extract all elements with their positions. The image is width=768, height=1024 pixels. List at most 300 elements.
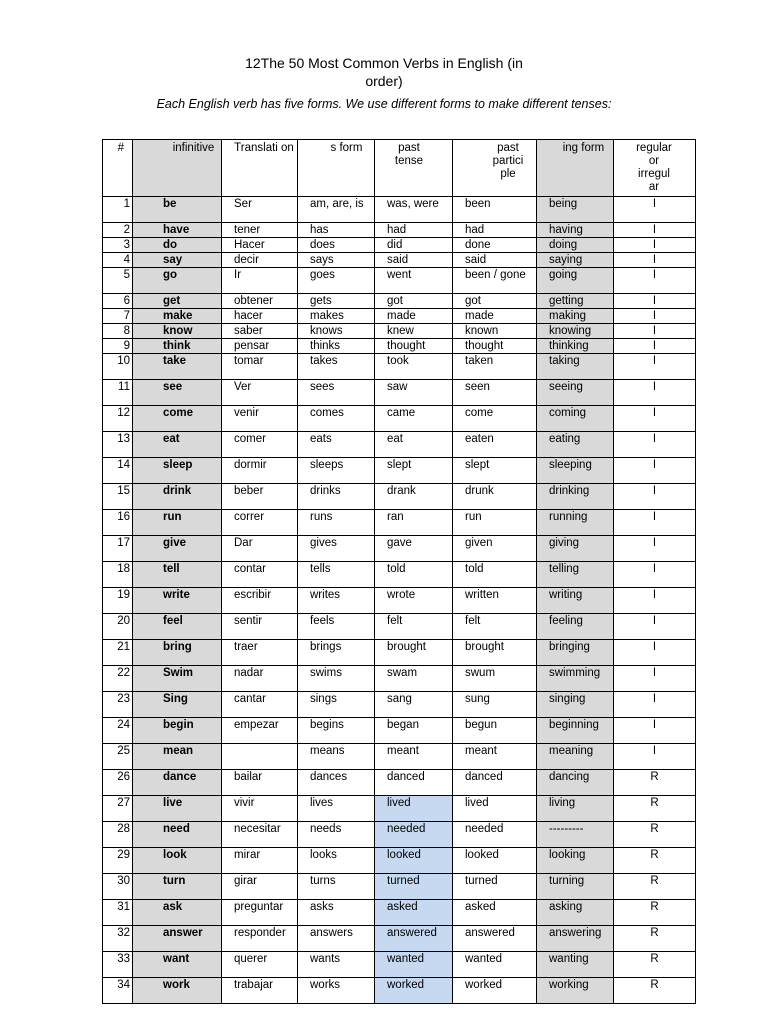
header-regular-label: regular or irregul ar <box>636 142 672 193</box>
table-row <box>103 309 696 324</box>
cell-infinitive: begin <box>133 718 222 744</box>
table-row <box>103 588 696 614</box>
cell-regular: I <box>614 197 696 223</box>
cell-past-participle: given <box>453 536 537 562</box>
cell-past-tense: came <box>375 406 453 432</box>
cell-infinitive: have <box>133 223 222 238</box>
document-title <box>200 54 568 90</box>
cell-translation: nadar <box>222 666 298 692</box>
cell-s-form: am, are, is <box>298 197 375 223</box>
cell-translation: mirar <box>222 848 298 874</box>
cell-ing-form: coming <box>537 406 614 432</box>
cell-past-participle: meant <box>453 744 537 770</box>
cell-translation: empezar <box>222 718 298 744</box>
cell-past-tense: lived <box>375 796 453 822</box>
cell-ing-form: seeing <box>537 380 614 406</box>
table-row <box>103 692 696 718</box>
cell-s-form: wants <box>298 952 375 978</box>
cell-past-tense: felt <box>375 614 453 640</box>
cell-ing-form: answering <box>537 926 614 952</box>
cell-ing-form: doing <box>537 238 614 253</box>
table-body <box>103 197 696 1004</box>
cell-translation: correr <box>222 510 298 536</box>
cell-s-form: comes <box>298 406 375 432</box>
cell-infinitive: give <box>133 536 222 562</box>
table-row <box>103 268 696 294</box>
table-row <box>103 900 696 926</box>
cell-past-participle: written <box>453 588 537 614</box>
cell-number: 19 <box>103 588 133 614</box>
cell-past-participle: said <box>453 253 537 268</box>
cell-past-tense: told <box>375 562 453 588</box>
cell-ing-form: thinking <box>537 339 614 354</box>
table-row <box>103 796 696 822</box>
cell-infinitive: write <box>133 588 222 614</box>
table-row <box>103 238 696 253</box>
cell-past-participle: looked <box>453 848 537 874</box>
table-row <box>103 874 696 900</box>
cell-infinitive: turn <box>133 874 222 900</box>
cell-number: 20 <box>103 614 133 640</box>
cell-translation: cantar <box>222 692 298 718</box>
cell-past-tense: gave <box>375 536 453 562</box>
cell-ing-form: eating <box>537 432 614 458</box>
cell-ing-form: bringing <box>537 640 614 666</box>
cell-regular: I <box>614 458 696 484</box>
cell-ing-form: --------- <box>537 822 614 848</box>
cell-number: 22 <box>103 666 133 692</box>
table-row <box>103 510 696 536</box>
cell-past-tense: brought <box>375 640 453 666</box>
cell-past-participle: got <box>453 294 537 309</box>
cell-past-participle: worked <box>453 978 537 1004</box>
cell-number: 3 <box>103 238 133 253</box>
cell-infinitive: Sing <box>133 692 222 718</box>
cell-regular: I <box>614 354 696 380</box>
cell-regular: I <box>614 380 696 406</box>
cell-past-participle: begun <box>453 718 537 744</box>
cell-regular: R <box>614 822 696 848</box>
cell-s-form: feels <box>298 614 375 640</box>
cell-s-form: thinks <box>298 339 375 354</box>
table-row <box>103 952 696 978</box>
table-row <box>103 770 696 796</box>
cell-past-participle: done <box>453 238 537 253</box>
cell-s-form: sleeps <box>298 458 375 484</box>
cell-s-form: turns <box>298 874 375 900</box>
cell-translation: traer <box>222 640 298 666</box>
cell-translation: vivir <box>222 796 298 822</box>
cell-regular: R <box>614 848 696 874</box>
cell-translation: dormir <box>222 458 298 484</box>
cell-s-form: has <box>298 223 375 238</box>
cell-number: 8 <box>103 324 133 339</box>
cell-ing-form: meaning <box>537 744 614 770</box>
table-row <box>103 380 696 406</box>
cell-s-form: sees <box>298 380 375 406</box>
cell-regular: I <box>614 510 696 536</box>
cell-ing-form: running <box>537 510 614 536</box>
cell-past-participle: come <box>453 406 537 432</box>
cell-infinitive: live <box>133 796 222 822</box>
cell-number: 28 <box>103 822 133 848</box>
cell-past-tense: swam <box>375 666 453 692</box>
cell-past-tense: had <box>375 223 453 238</box>
cell-translation: tomar <box>222 354 298 380</box>
cell-past-participle: felt <box>453 614 537 640</box>
cell-past-participle: thought <box>453 339 537 354</box>
cell-ing-form: singing <box>537 692 614 718</box>
cell-ing-form: going <box>537 268 614 294</box>
cell-translation: Dar <box>222 536 298 562</box>
cell-past-tense: slept <box>375 458 453 484</box>
cell-infinitive: Swim <box>133 666 222 692</box>
cell-regular: I <box>614 406 696 432</box>
cell-translation: necesitar <box>222 822 298 848</box>
cell-regular: R <box>614 926 696 952</box>
cell-past-participle: slept <box>453 458 537 484</box>
cell-infinitive: come <box>133 406 222 432</box>
cell-past-tense: sang <box>375 692 453 718</box>
cell-number: 17 <box>103 536 133 562</box>
cell-number: 6 <box>103 294 133 309</box>
cell-regular: I <box>614 614 696 640</box>
cell-infinitive: tell <box>133 562 222 588</box>
cell-past-participle: taken <box>453 354 537 380</box>
table-row <box>103 536 696 562</box>
cell-infinitive: ask <box>133 900 222 926</box>
cell-number: 23 <box>103 692 133 718</box>
cell-past-tense: looked <box>375 848 453 874</box>
cell-translation: trabajar <box>222 978 298 1004</box>
cell-infinitive: see <box>133 380 222 406</box>
table-row <box>103 614 696 640</box>
cell-past-tense: thought <box>375 339 453 354</box>
cell-past-participle: told <box>453 562 537 588</box>
table-row <box>103 666 696 692</box>
cell-s-form: runs <box>298 510 375 536</box>
cell-number: 10 <box>103 354 133 380</box>
cell-ing-form: dancing <box>537 770 614 796</box>
cell-s-form: gets <box>298 294 375 309</box>
cell-ing-form: saying <box>537 253 614 268</box>
cell-s-form: lives <box>298 796 375 822</box>
header-number: # <box>103 140 133 197</box>
table-row <box>103 339 696 354</box>
cell-regular: I <box>614 536 696 562</box>
cell-ing-form: feeling <box>537 614 614 640</box>
cell-ing-form: knowing <box>537 324 614 339</box>
cell-number: 13 <box>103 432 133 458</box>
table-row <box>103 744 696 770</box>
cell-translation: escribir <box>222 588 298 614</box>
cell-infinitive: answer <box>133 926 222 952</box>
cell-translation: responder <box>222 926 298 952</box>
table-row <box>103 484 696 510</box>
cell-past-participle: turned <box>453 874 537 900</box>
cell-ing-form: drinking <box>537 484 614 510</box>
cell-s-form: does <box>298 238 375 253</box>
cell-regular: R <box>614 900 696 926</box>
cell-number: 26 <box>103 770 133 796</box>
cell-past-participle: sung <box>453 692 537 718</box>
cell-ing-form: turning <box>537 874 614 900</box>
table-row <box>103 197 696 223</box>
cell-s-form: sings <box>298 692 375 718</box>
header-translation-label: Translati on <box>234 142 294 154</box>
cell-regular: I <box>614 238 696 253</box>
cell-number: 32 <box>103 926 133 952</box>
cell-translation: contar <box>222 562 298 588</box>
cell-infinitive: drink <box>133 484 222 510</box>
cell-infinitive: want <box>133 952 222 978</box>
cell-past-tense: asked <box>375 900 453 926</box>
cell-past-tense: worked <box>375 978 453 1004</box>
cell-past-tense: went <box>375 268 453 294</box>
cell-translation: girar <box>222 874 298 900</box>
cell-regular: R <box>614 978 696 1004</box>
cell-s-form: says <box>298 253 375 268</box>
cell-number: 30 <box>103 874 133 900</box>
cell-translation: bailar <box>222 770 298 796</box>
cell-past-participle: run <box>453 510 537 536</box>
cell-s-form: writes <box>298 588 375 614</box>
cell-regular: I <box>614 268 696 294</box>
cell-infinitive: know <box>133 324 222 339</box>
cell-infinitive: dance <box>133 770 222 796</box>
table-row <box>103 822 696 848</box>
cell-regular: I <box>614 432 696 458</box>
cell-translation: decir <box>222 253 298 268</box>
header-past-tense <box>375 140 453 197</box>
cell-translation: preguntar <box>222 900 298 926</box>
cell-translation: hacer <box>222 309 298 324</box>
cell-ing-form: wanting <box>537 952 614 978</box>
cell-regular: R <box>614 796 696 822</box>
table-row <box>103 406 696 432</box>
cell-s-form: needs <box>298 822 375 848</box>
table-row <box>103 432 696 458</box>
header-regular-irregular <box>614 140 696 197</box>
cell-ing-form: taking <box>537 354 614 380</box>
cell-number: 11 <box>103 380 133 406</box>
cell-ing-form: being <box>537 197 614 223</box>
cell-translation: venir <box>222 406 298 432</box>
cell-infinitive: bring <box>133 640 222 666</box>
cell-infinitive: say <box>133 253 222 268</box>
cell-translation: pensar <box>222 339 298 354</box>
cell-past-tense: took <box>375 354 453 380</box>
cell-translation: obtener <box>222 294 298 309</box>
cell-regular: I <box>614 294 696 309</box>
cell-infinitive: work <box>133 978 222 1004</box>
header-infinitive: infinitive <box>133 140 222 197</box>
cell-number: 1 <box>103 197 133 223</box>
header-translation <box>222 140 298 197</box>
cell-past-participle: danced <box>453 770 537 796</box>
cell-past-participle: answered <box>453 926 537 952</box>
cell-number: 14 <box>103 458 133 484</box>
cell-regular: I <box>614 692 696 718</box>
document-subtitle: Each English verb has five forms. We use different forms to make different tenses: <box>156 97 612 111</box>
cell-number: 31 <box>103 900 133 926</box>
cell-s-form: gives <box>298 536 375 562</box>
cell-number: 9 <box>103 339 133 354</box>
cell-s-form: answers <box>298 926 375 952</box>
cell-number: 5 <box>103 268 133 294</box>
cell-ing-form: making <box>537 309 614 324</box>
cell-s-form: tells <box>298 562 375 588</box>
table-row <box>103 926 696 952</box>
cell-s-form: swims <box>298 666 375 692</box>
cell-past-tense: ran <box>375 510 453 536</box>
cell-ing-form: getting <box>537 294 614 309</box>
cell-infinitive: run <box>133 510 222 536</box>
cell-regular: I <box>614 309 696 324</box>
cell-s-form: works <box>298 978 375 1004</box>
cell-number: 33 <box>103 952 133 978</box>
cell-s-form: asks <box>298 900 375 926</box>
cell-past-participle: known <box>453 324 537 339</box>
cell-regular: I <box>614 484 696 510</box>
cell-translation: Ir <box>222 268 298 294</box>
cell-past-participle: been / gone <box>453 268 537 294</box>
cell-number: 15 <box>103 484 133 510</box>
cell-s-form: makes <box>298 309 375 324</box>
cell-infinitive: make <box>133 309 222 324</box>
cell-past-tense: began <box>375 718 453 744</box>
cell-translation <box>222 744 298 770</box>
cell-ing-form: working <box>537 978 614 1004</box>
cell-past-participle: made <box>453 309 537 324</box>
cell-ing-form: sleeping <box>537 458 614 484</box>
cell-regular: R <box>614 770 696 796</box>
cell-infinitive: need <box>133 822 222 848</box>
cell-s-form: brings <box>298 640 375 666</box>
cell-past-participle: needed <box>453 822 537 848</box>
cell-number: 12 <box>103 406 133 432</box>
cell-number: 2 <box>103 223 133 238</box>
cell-translation: Ver <box>222 380 298 406</box>
cell-past-tense: was, were <box>375 197 453 223</box>
cell-number: 25 <box>103 744 133 770</box>
cell-infinitive: take <box>133 354 222 380</box>
cell-infinitive: feel <box>133 614 222 640</box>
cell-past-participle: swum <box>453 666 537 692</box>
cell-past-tense: wrote <box>375 588 453 614</box>
cell-number: 29 <box>103 848 133 874</box>
cell-past-tense: saw <box>375 380 453 406</box>
cell-past-tense: danced <box>375 770 453 796</box>
cell-infinitive: sleep <box>133 458 222 484</box>
cell-past-tense: said <box>375 253 453 268</box>
cell-past-participle: drunk <box>453 484 537 510</box>
cell-past-participle: brought <box>453 640 537 666</box>
cell-s-form: takes <box>298 354 375 380</box>
cell-regular: I <box>614 640 696 666</box>
cell-past-participle: eaten <box>453 432 537 458</box>
cell-regular: I <box>614 562 696 588</box>
cell-past-tense: drank <box>375 484 453 510</box>
table-row <box>103 978 696 1004</box>
header-ing-form: ing form <box>537 140 614 197</box>
cell-number: 4 <box>103 253 133 268</box>
table-row <box>103 458 696 484</box>
cell-infinitive: look <box>133 848 222 874</box>
cell-past-participle: lived <box>453 796 537 822</box>
cell-number: 18 <box>103 562 133 588</box>
cell-s-form: dances <box>298 770 375 796</box>
cell-regular: I <box>614 223 696 238</box>
cell-past-participle: had <box>453 223 537 238</box>
cell-translation: beber <box>222 484 298 510</box>
cell-translation: Hacer <box>222 238 298 253</box>
title-line-2: order) <box>365 73 403 89</box>
cell-past-tense: turned <box>375 874 453 900</box>
header-past-tense-label: past tense <box>394 142 424 167</box>
cell-translation: saber <box>222 324 298 339</box>
cell-ing-form: asking <box>537 900 614 926</box>
table-row <box>103 253 696 268</box>
cell-regular: I <box>614 339 696 354</box>
cell-s-form: looks <box>298 848 375 874</box>
cell-translation: querer <box>222 952 298 978</box>
cell-number: 7 <box>103 309 133 324</box>
cell-ing-form: giving <box>537 536 614 562</box>
cell-past-tense: eat <box>375 432 453 458</box>
cell-ing-form: telling <box>537 562 614 588</box>
cell-past-tense: knew <box>375 324 453 339</box>
cell-translation: Ser <box>222 197 298 223</box>
cell-s-form: drinks <box>298 484 375 510</box>
table-row <box>103 848 696 874</box>
cell-ing-form: beginning <box>537 718 614 744</box>
cell-ing-form: writing <box>537 588 614 614</box>
cell-number: 21 <box>103 640 133 666</box>
cell-regular: R <box>614 874 696 900</box>
cell-past-tense: wanted <box>375 952 453 978</box>
table-row <box>103 294 696 309</box>
title-line-1: 12The 50 Most Common Verbs in English (in <box>245 55 523 71</box>
cell-regular: I <box>614 718 696 744</box>
cell-ing-form: having <box>537 223 614 238</box>
cell-s-form: eats <box>298 432 375 458</box>
cell-number: 34 <box>103 978 133 1004</box>
table-header-row <box>103 140 696 197</box>
cell-infinitive: mean <box>133 744 222 770</box>
cell-s-form: begins <box>298 718 375 744</box>
cell-infinitive: do <box>133 238 222 253</box>
cell-ing-form: swimming <box>537 666 614 692</box>
cell-ing-form: living <box>537 796 614 822</box>
cell-infinitive: get <box>133 294 222 309</box>
header-past-participle-label: past partici ple <box>492 142 524 180</box>
cell-number: 16 <box>103 510 133 536</box>
cell-regular: I <box>614 744 696 770</box>
cell-infinitive: be <box>133 197 222 223</box>
table-row <box>103 718 696 744</box>
cell-past-tense: needed <box>375 822 453 848</box>
cell-regular: I <box>614 324 696 339</box>
cell-past-participle: been <box>453 197 537 223</box>
cell-past-tense: got <box>375 294 453 309</box>
cell-regular: R <box>614 952 696 978</box>
cell-number: 24 <box>103 718 133 744</box>
cell-number: 27 <box>103 796 133 822</box>
cell-ing-form: looking <box>537 848 614 874</box>
header-past-participle <box>453 140 537 197</box>
cell-past-participle: seen <box>453 380 537 406</box>
